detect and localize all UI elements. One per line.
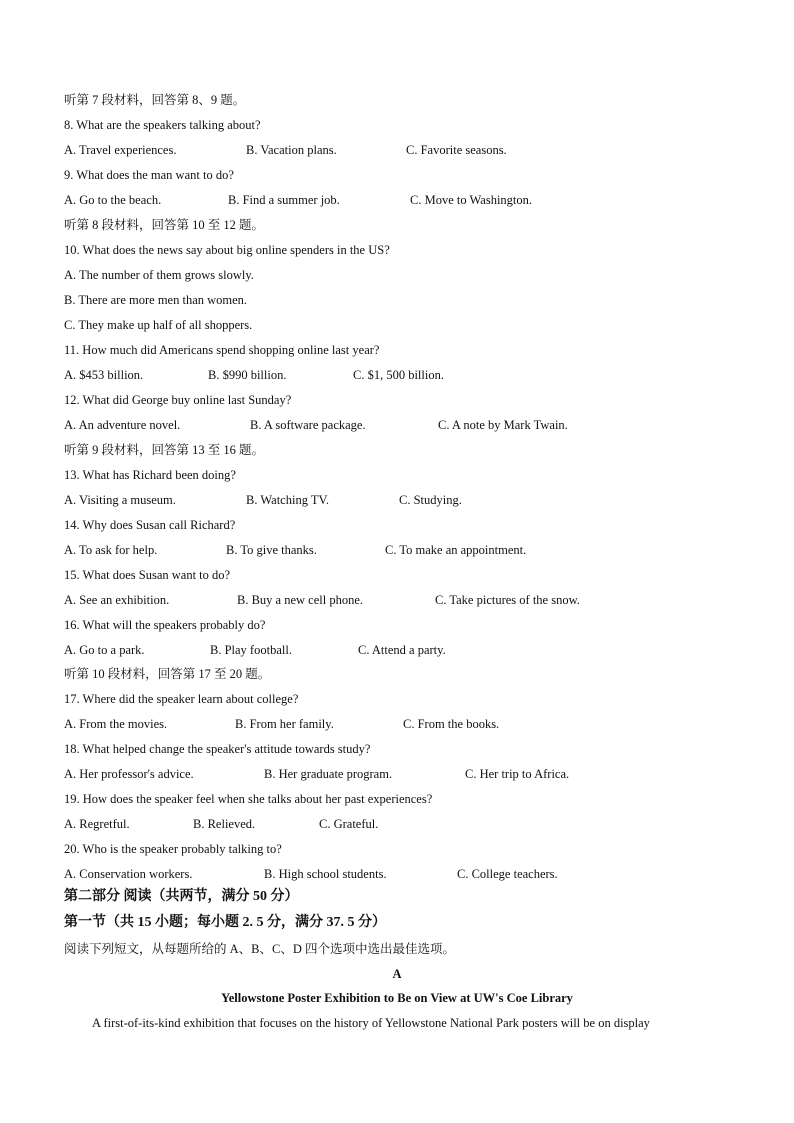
option-b: B. Find a summer job. <box>228 193 340 207</box>
section-8-instruction: 听第 8 段材料，回答第 10 至 12 题。 <box>64 218 265 232</box>
option-a: A. Go to the beach. <box>64 193 162 207</box>
option-a: A. See an exhibition. <box>64 593 170 607</box>
section-9-instruction: 听第 9 段材料，回答第 13 至 16 题。 <box>64 443 265 457</box>
question-16: 16. What will the speakers probably do? <box>64 618 266 632</box>
question-13: 13. What has Richard been doing? <box>64 468 236 482</box>
question-9: 9. What does the man want to do? <box>64 168 234 182</box>
option-a: A. $453 billion. <box>64 368 144 382</box>
option-c: C. To make an appointment. <box>385 543 527 557</box>
option-a: A. Her professor's advice. <box>64 767 194 781</box>
option-b: B. Her graduate program. <box>264 767 393 781</box>
option-c: C. Favorite seasons. <box>406 143 507 157</box>
option-b: B. Buy a new cell phone. <box>237 593 364 607</box>
question-15: 15. What does Susan want to do? <box>64 568 231 582</box>
option-c: C. $1, 500 billion. <box>353 368 444 382</box>
option-a: A. Visiting a museum. <box>64 493 176 507</box>
option-b: B. Relieved. <box>193 817 256 831</box>
option-b: B. Vacation plans. <box>246 143 337 157</box>
option-b: B. Play football. <box>210 643 292 657</box>
option-c: C. A note by Mark Twain. <box>438 418 568 432</box>
option-a: A. Go to a park. <box>64 643 145 657</box>
section-10-instruction: 听第 10 段材料，回答第 17 至 20 题。 <box>64 667 271 681</box>
option-c: C. Studying. <box>399 493 462 507</box>
question-10: 10. What does the news say about big online spenders in the US? <box>64 243 390 257</box>
passage-title: Yellowstone Poster Exhibition to Be on View at UW's Coe Library <box>221 991 573 1005</box>
option-b: B. From her family. <box>235 717 334 731</box>
question-17: 17. Where did the speaker learn about college? <box>64 692 299 706</box>
option-a: A. Travel experiences. <box>64 143 177 157</box>
option-c: C. Attend a party. <box>358 643 446 657</box>
part-two-heading: 第二部分 阅读（共两节，满分 50 分） <box>64 889 299 904</box>
section-one-heading: 第一节（共 15 小题；每小题 2. 5 分，满分 37. 5 分） <box>64 915 386 930</box>
option-c: C. Move to Washington. <box>410 193 533 207</box>
question-18: 18. What helped change the speaker's attitude towards study? <box>64 742 371 756</box>
option-a: A. An adventure novel. <box>64 418 181 432</box>
question-12: 12. What did George buy online last Sunday? <box>64 393 292 407</box>
question-14: 14. Why does Susan call Richard? <box>64 518 236 532</box>
question-10-option-b: B. There are more men than women. <box>64 293 248 307</box>
option-c: C. College teachers. <box>457 867 558 881</box>
question-10-option-a: A. The number of them grows slowly. <box>64 268 254 282</box>
question-19: 19. How does the speaker feel when she talks about her past experiences? <box>64 792 433 806</box>
passage-paragraph: A first-of-its-kind exhibition that focuses on the history of Yellowstone National Park posters will be on display <box>92 1016 650 1030</box>
question-8: 8. What are the speakers talking about? <box>64 118 261 132</box>
option-b: B. To give thanks. <box>226 543 317 557</box>
option-a: A. Regretful. <box>64 817 130 831</box>
option-b: B. $990 billion. <box>208 368 287 382</box>
option-a: A. Conservation workers. <box>64 867 193 881</box>
question-10-option-c: C. They make up half of all shoppers. <box>64 318 253 332</box>
option-b: B. A software package. <box>250 418 366 432</box>
option-b: B. High school students. <box>264 867 387 881</box>
option-c: C. Take pictures of the snow. <box>435 593 580 607</box>
passage-letter: A <box>392 967 402 981</box>
option-a: A. To ask for help. <box>64 543 158 557</box>
option-c: C. Her trip to Africa. <box>465 767 570 781</box>
option-c: C. From the books. <box>403 717 500 731</box>
option-b: B. Watching TV. <box>246 493 330 507</box>
question-11: 11. How much did Americans spend shopping online last year? <box>64 343 380 357</box>
question-20: 20. Who is the speaker probably talking to? <box>64 842 282 856</box>
option-a: A. From the movies. <box>64 717 168 731</box>
reading-instruction: 阅读下列短文，从每题所给的 A、B、C、D 四个选项中选出最佳选项。 <box>64 942 455 956</box>
option-c: C. Grateful. <box>319 817 379 831</box>
section-7-instruction: 听第 7 段材料，回答第 8、9 题。 <box>64 93 246 107</box>
